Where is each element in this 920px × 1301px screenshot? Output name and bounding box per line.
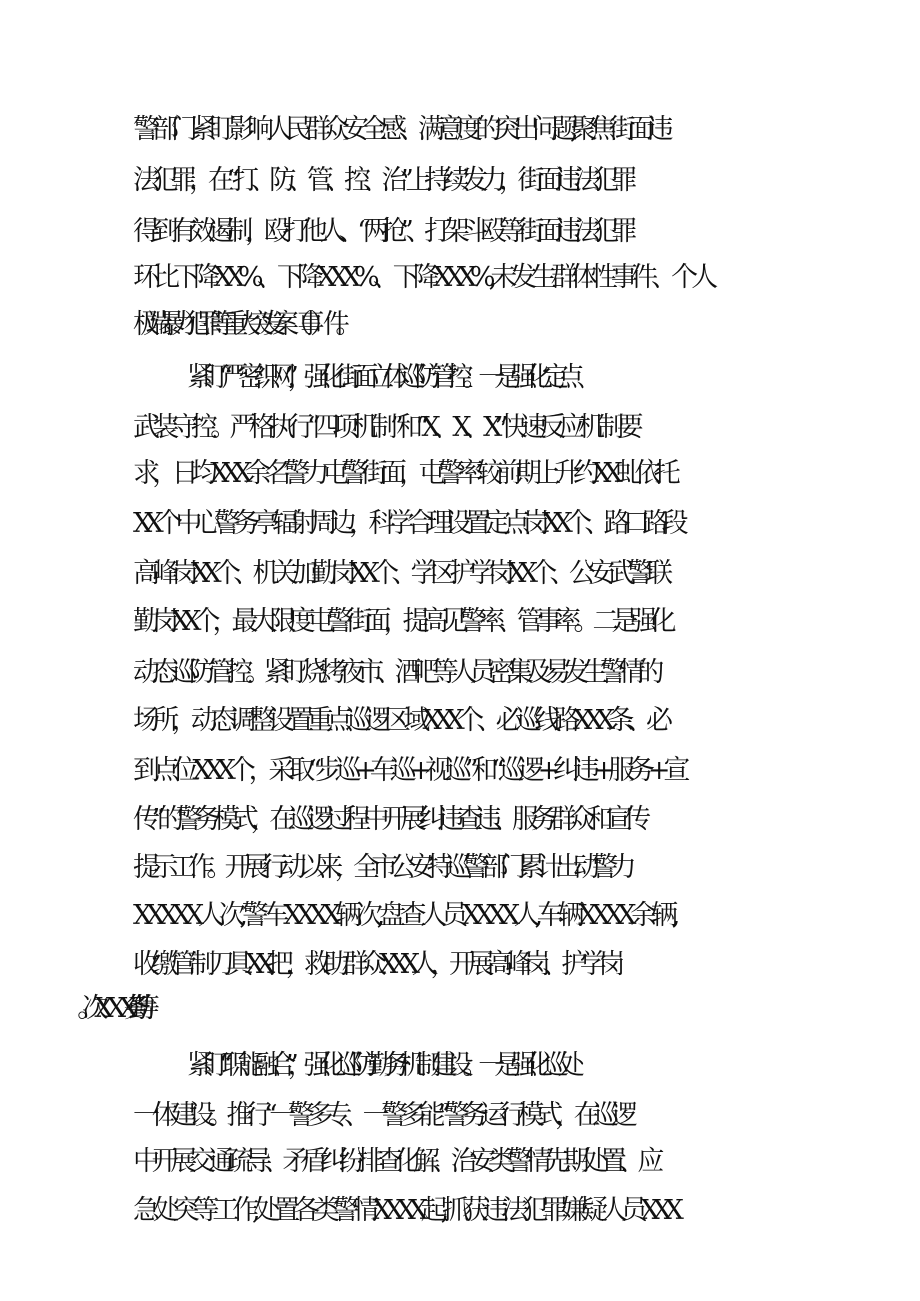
paragraph-start-line: 紧盯“严密织网”，强化街面立体巡防管控。一是强化定点 xyxy=(187,362,574,393)
paragraph-start-line: 紧盯“职能融合”，强化巡防勤务机制建设。一是强化巡处 xyxy=(187,1050,574,1081)
text-line: 收缴管制刀具XX把，救助群众XXX人，开展高峰岗、护学岗 xyxy=(133,949,618,980)
text-line: 勤岗XX个，最大限度屯警街面，提高见警率、管事率。二是强化 xyxy=(133,606,669,637)
text-line: 中开展交通疏导、矛盾纠纷排查化解、治安类警情先期处置、应 xyxy=(133,1146,656,1177)
text-line: 场所，动态调整设置重点巡逻区域XXX个、必巡线路XXX条、必 xyxy=(133,705,666,736)
text-line: 高峰岗XX个、机关加勤岗XX个、学区护学岗XX个、公安武警联 xyxy=(133,558,666,589)
text-line: 一体建设。推行“一警多专、一警多能”警务运行模式，在巡逻 xyxy=(133,1100,630,1131)
text-line: 极端暴力犯罪等重大突发案（事）件。 xyxy=(133,309,348,340)
text-line: 到点位XXX个，采取“步巡+车巡+视巡”和“巡逻+纠违+服务+宣 xyxy=(133,755,684,786)
text-line: 警部门紧盯影响人民群众安全感、满意度的突出问题,聚焦街面违 xyxy=(133,114,666,145)
text-line: XXXXX人次,警车XXXX辆次,盘查人员XXXX人,车辆XXXX余辆, xyxy=(133,900,675,931)
text-line: XX个中心警务亭辐射周边，科学合理设置定点岗XX个、路口路段 xyxy=(133,508,681,539)
text-line: 得到有效遏制，殴打他人、“两抢”、打架斗殴等街面违法犯罪 xyxy=(133,216,630,247)
text-line: 环比下降XX%、下降XXX%、下降XXX%,未发生群体性事件、个人 xyxy=(133,262,712,293)
text-line: 传”的警务模式，在巡逻过程中开展纠违查违、服务群众和宣传 xyxy=(133,804,643,835)
text-line xyxy=(133,983,920,1035)
text-line: 提示工作。开展行动以来，全市公安特巡警部门累计出动警力 xyxy=(133,852,628,883)
text-line: 求，日均XXX余名警力屯警街面，屯警率较前期上升约XX虬依托 xyxy=(133,458,674,489)
text-line: 急处突等工作,处置各类警情XXXX起,抓获违法犯罪嫌疑人员XXX xyxy=(133,1195,677,1226)
text-line: 动态巡防管控。紧盯烧烤夜市、酒吧等人员密集及易发生警情的 xyxy=(133,657,656,688)
text-line: 武装守控。严格执行“四项机制”和“X、X、X”快速反应机制要 xyxy=(133,412,636,443)
text-line: 法犯罪，在“打、防、管、控、治”上持续发力，街面违法犯罪 xyxy=(133,165,630,196)
